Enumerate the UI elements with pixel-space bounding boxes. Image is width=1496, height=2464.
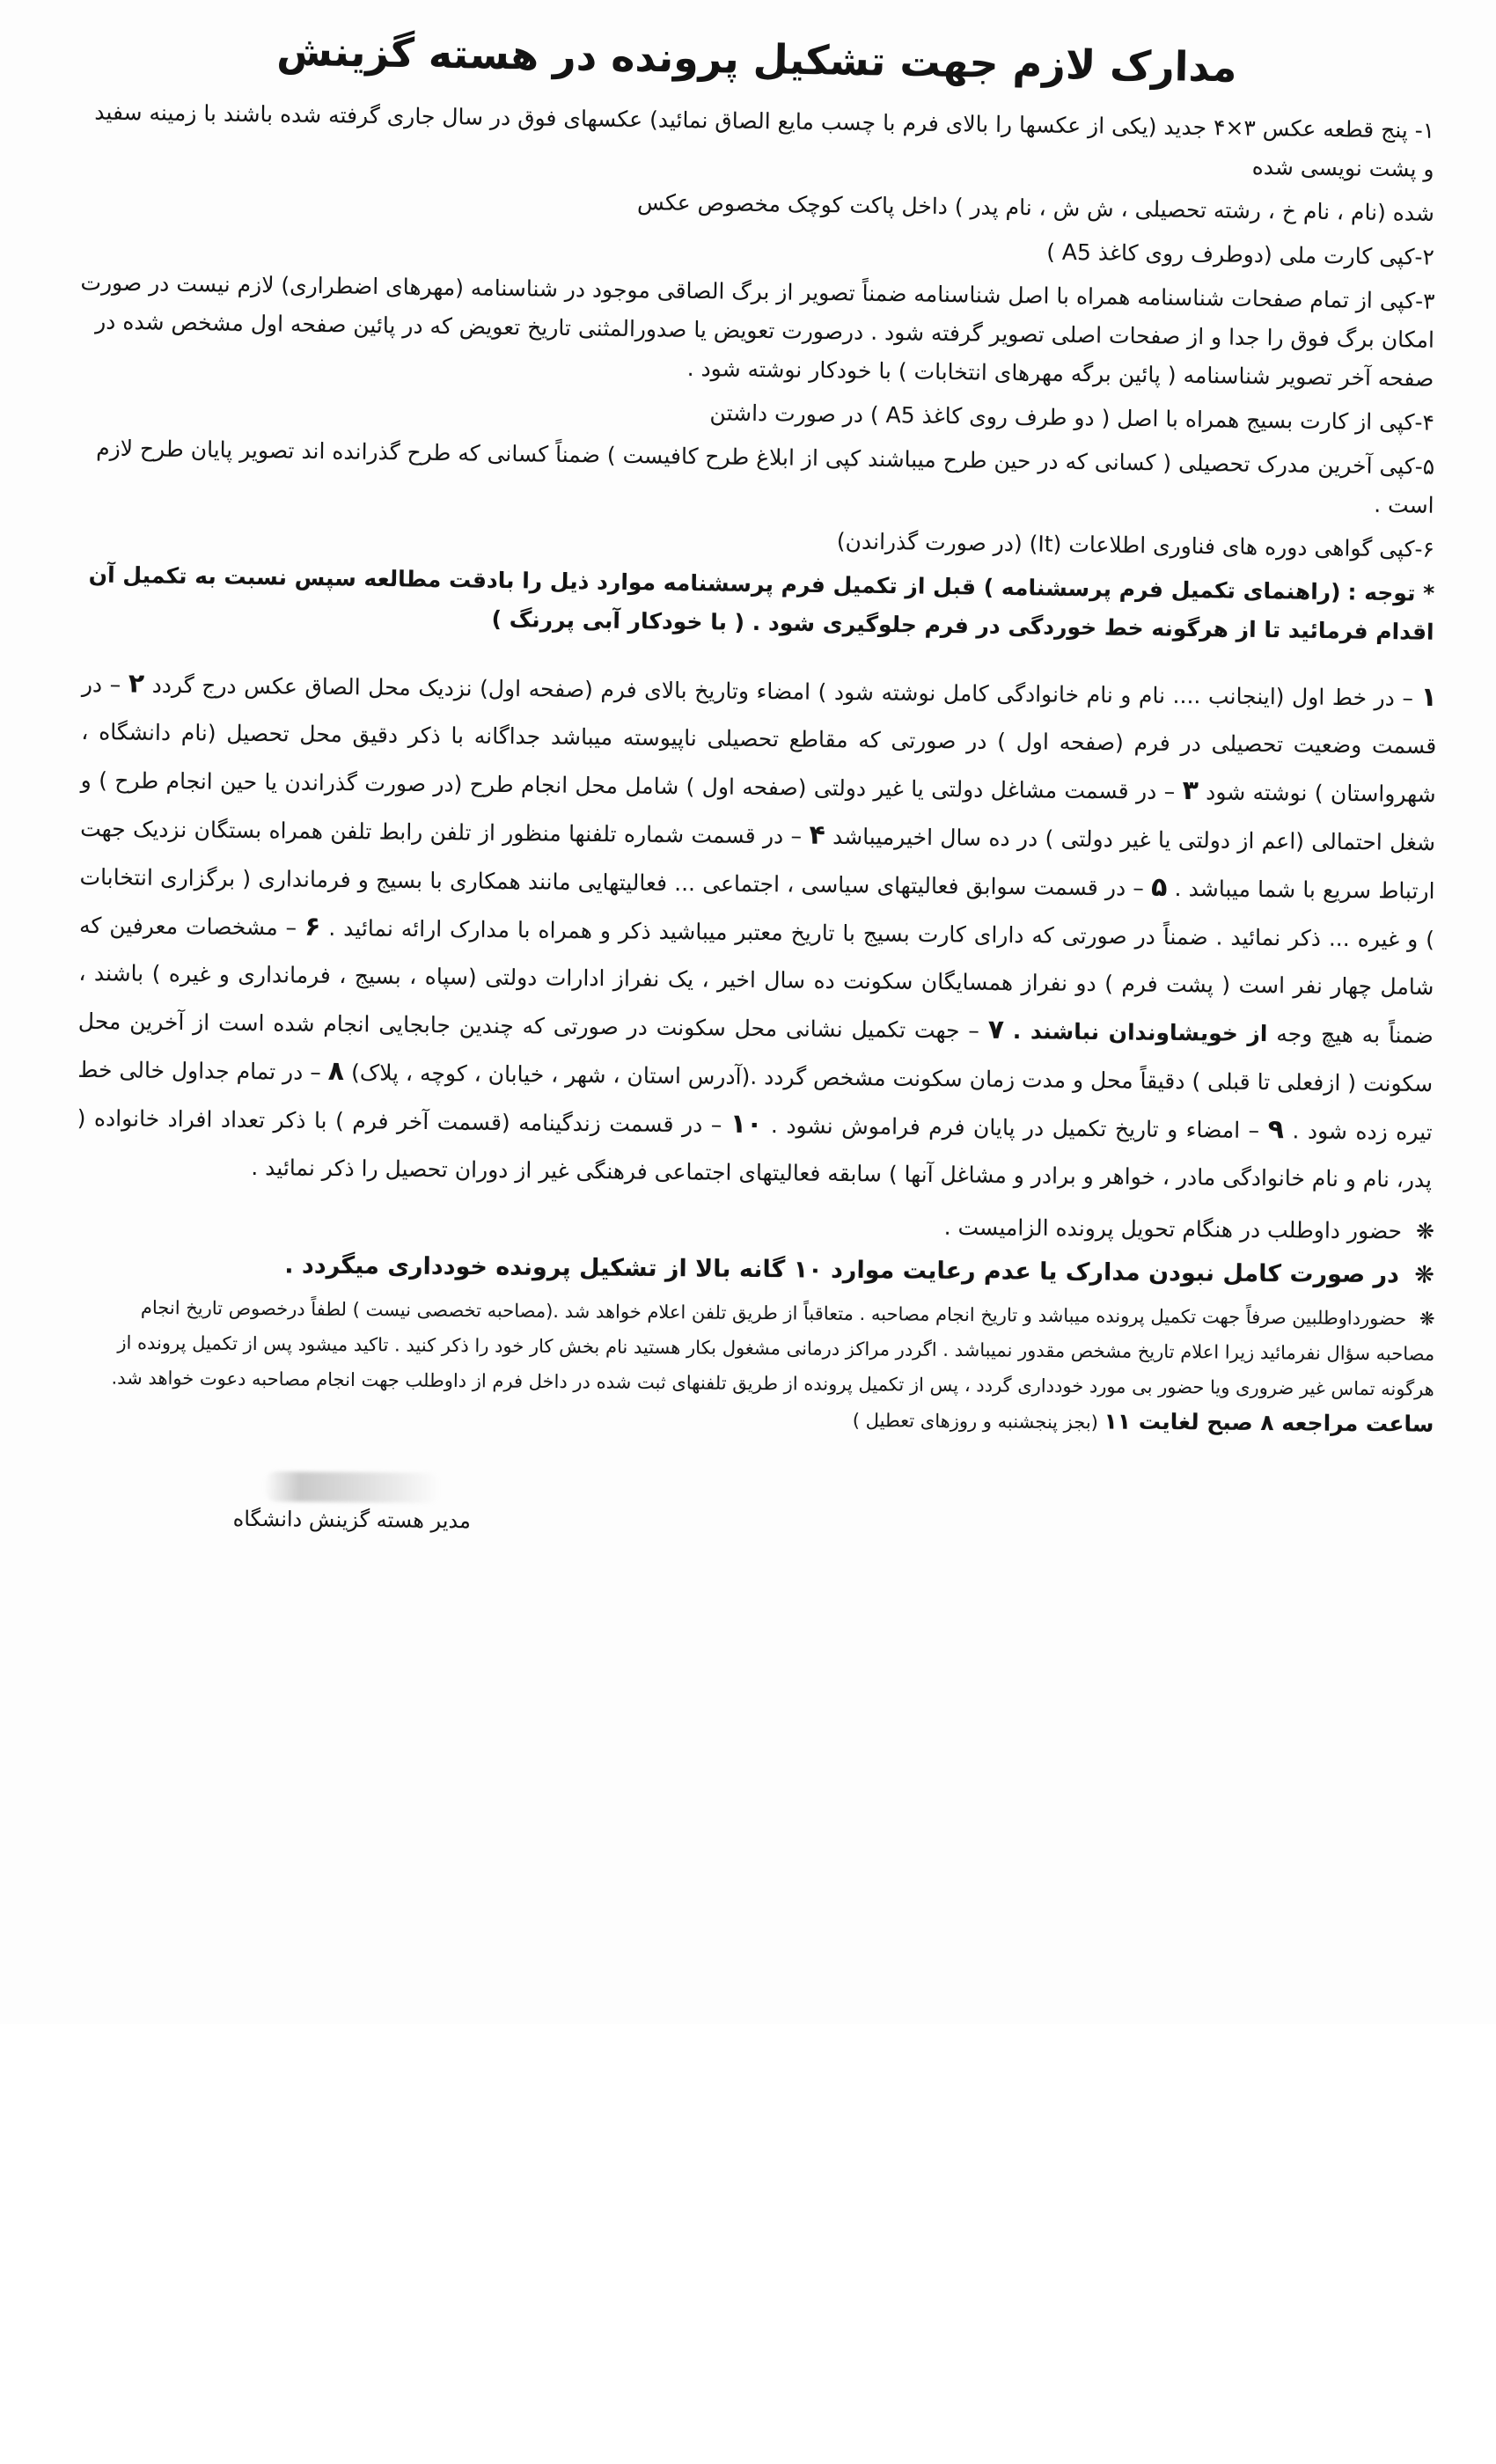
requirement-item-4: ۴-کپی از کارت بسیج همراه با اصل ( دو طرف روی کاغذ A5 ) در صورت داشتن — [709, 400, 1435, 436]
requirement-item-5: ۵-کپی آخرین مدرک تحصیلی ( کسانی که در حین طرح میباشند کپی از ابلاغ طرح کافیست ) ضمناً کسانی که طرح گذرانده اند تصویر پایان طرح لازم است . — [96, 435, 1435, 518]
footer-text: حضورداوطلبین صرفاً جهت تکمیل پرونده میباشد و تاریخ انجام مصاحبه . متعاقباً از طریق تلفن اعلام خواهد شد .(مصاحبه تخصصی نیست ) لطفاً درخصوص تاریخ انجام مصاحبه سؤال نفرمائید زیرا اعلام تاریخ مشخص مقدور نمیباشد . اگردر مراکز درمانی مشغول بکار هستید نام بخش کار خود را ذکر کنید . تاکید میشود پس از تکمیل پرونده از هرگونه تماس غیر ضروری ویا حضور بی مورد خودداری گردد ، پس از تکمیل پرونده از طریق تلفنهای ثبت شده در داخل فرم از داوطلب جهت انجام مصاحبه دعوت خواهد شد. — [111, 1296, 1435, 1400]
signature-block — [220, 1471, 485, 1534]
asterisk-icon: ❋ — [1415, 1218, 1435, 1244]
instruction-number: ۱۰ — [730, 1108, 763, 1140]
faded-stamp-mark — [264, 1471, 440, 1503]
office-hours: ساعت مراجعه ۸ صبح لغایت ۱۱ — [1104, 1408, 1434, 1437]
footer-notice — [78, 1289, 1434, 1442]
instruction-number: ۸ — [327, 1055, 345, 1088]
requirement-item-1-continued: شده (نام ، نام خ ، رشته تحصیلی ، ش ش ، نام پدر ) داخل پاکت کوچک مخصوص عکس — [636, 189, 1435, 226]
instruction-text: – امضاء و تاریخ تکمیل در پایان فرم فراموش نشود . — [770, 1112, 1260, 1143]
instruction-number: ۷ — [987, 1014, 1005, 1045]
requirement-item-6: ۶-کپی گواهی دوره های فناوری اطلاعات (It) (در صورت گذراندن) — [836, 528, 1435, 562]
attention-text: (راهنمای تکمیل فرم پرسشنامه ) قبل از تکمیل فرم پرسشنامه موارد ذیل را بادقت مطالعه سپس نسبت به تکمیل آن اقدام فرمائید تا از هرگونه خط خوردگی در فرم جلوگیری شود . ( با خودکار آبی پررنگ ) — [88, 561, 1434, 645]
instruction-number: ۳ — [1182, 775, 1199, 807]
instruction-text: – جهت تکمیل نشانی محل سکونت در صورتی که چندین جابجایی انجام شده است از آخرین محل سکونت ( ازفعلی تا قبلی ) دقیقاً محل و مدت زمان سکونت مشخص گردد .(آدرس استان ، شهر ، خیابان ، کوچه ، پلاک) — [77, 1008, 1434, 1097]
instruction-number: ۱ — [1420, 681, 1438, 714]
asterisk-icon: ❋ — [1414, 1261, 1435, 1289]
instruction-text: – در قسمت زندگینامه (قسمت آخر فرم ) با ذکر تعداد افراد خانواده ( پدر، نام و نام خانوادگی مادر ، خواهر و برادر و مشاغل آنها ) سابقه فعالیتهای اجتماعی فرهنگی غیر از دوران تحصیل را ذکر نمائید . — [77, 1104, 1433, 1193]
instruction-number: ۴ — [809, 819, 825, 851]
instruction-text: – در قسمت شماره تلفنها منظور از تلفن رابط تلفن همراه بستگان نزدیک جهت ارتباط سریع با شما میباشد . — [80, 815, 1435, 905]
instruction-paragraph-1 — [77, 660, 1437, 1204]
blank-scan-area — [0, 2024, 1496, 2464]
attention-label: * توجه : — [1347, 579, 1435, 606]
form-instructions — [77, 667, 1438, 1197]
signature-caption: مدیر هسته گزینش دانشگاه — [232, 1506, 472, 1534]
instruction-text: – در قسمت سوابق فعالیتهای سیاسی ، اجتماعی ... فعالیتهایی مانند همکاری با بسیج و فرمانداری ( برگزاری انتخابات ) و غیره ... ذکر نمائید . ضمناً در صورتی که دارای کارت بسیج با تاریخ معتبر میباشید ذکر و همراه با مدارک ارائه نمائید . — [79, 863, 1435, 953]
asterisk-icon: ❋ — [1419, 1308, 1435, 1330]
instruction-number: ۲ — [128, 668, 145, 700]
requirement-item-3: ۳-کپی از تمام صفحات شناسنامه همراه با اصل شناسنامه ضمناً تصویر از برگ الصاقی موجود در شناسنامه (مهرهای اضطراری) لازم نیست در صورت امکان برگ فوق را جدا و از صفحات اصلی تصویر گرفته شود . درصورت تعویض یا صدورالمثنی تاریخ تعویض که در پائین صفحه اول مشخص شده در صفحه آخر تصویر شناسنامه ( پائین برگه مهرهای انتخابات ) با خودکار نوشته شود . — [80, 269, 1435, 392]
document-body — [77, 26, 1438, 1534]
instruction-text: یک نفراز ادارات دولتی (سپاه ، بسیج ، فرمانداری و غیره ) باشند ، ضمناً به هیچ وجه — [78, 959, 1434, 1049]
requirements-list — [79, 99, 1435, 562]
instruction-number: ۶ — [304, 911, 321, 942]
requirement-item-2: ۲-کپی کارت ملی (دوطرف روی کاغذ A5 ) — [1045, 238, 1435, 270]
instruction-text: – در قسمت وضعیت تحصیلی در فرم (صفحه اول ) در صورتی که مقاطع تحصیلی ناپیوسته میباشد جداگانه با ذکر دقیق محل تحصیل (نام دانشگاه ، شهرواستان ) نوشته شود — [81, 671, 1437, 808]
instruction-text: – در تمام جداول خالی خط تیره زده شود . — [77, 1056, 1433, 1146]
requirement-item-1: ۱- پنج قطعه عکس ۳×۴ جدید (یکی از عکسها را بالای فرم با چسب مایع الصاق نمائید) عکسهای فوق در سال جاری گرفته شده باشند با زمینه سفید و پشت نویسی شده — [94, 99, 1435, 182]
attention-note — [78, 555, 1434, 651]
instruction-text: – در خط اول (اینجانب .... نام و نام خانوادگی کامل نوشته شود ) امضاء وتاریخ بالای فرم (صفحه اول) نزدیک محل الصاق عکس درج گردد — [151, 671, 1414, 711]
bullet-presence-required — [79, 1199, 1434, 1251]
instruction-number: ۹ — [1267, 1114, 1285, 1146]
document-title: مدارک لازم جهت تشکیل پرونده در هسته گزینش — [275, 26, 1237, 92]
instruction-number: ۵ — [1150, 871, 1168, 903]
office-hours-note: (بجز پنجشنبه و روزهای تعطیل ) — [852, 1409, 1099, 1434]
bullet-incomplete-warning — [79, 1243, 1434, 1295]
bullet-text: حضور داوطلب در هنگام تحویل پرونده الزامیست . — [943, 1214, 1403, 1244]
bullet-text: در صورت کامل نبودن مدارک یا عدم رعایت موارد ۱۰ گانه بالا از تشکیل پرونده خودداری میگردد . — [284, 1251, 1400, 1289]
instruction-text: – مشخصات معرفین که شامل چهار نفر است ( پشت فرم ) دو نفراز همسایگان سکونت ده سال اخیر ، — [78, 912, 1434, 1001]
instruction-emphasis: از خویشاوندان نباشند . — [1012, 1018, 1268, 1047]
instruction-text: – در قسمت مشاغل دولتی یا غیر دولتی (صفحه اول ) شامل محل انجام طرح (در صورت گذراندن یا حین انجام طرح ) و شغل احتمالی (اعم از دولتی یا غیر دولتی ) در ده سال اخیرمیباشد — [80, 766, 1436, 856]
